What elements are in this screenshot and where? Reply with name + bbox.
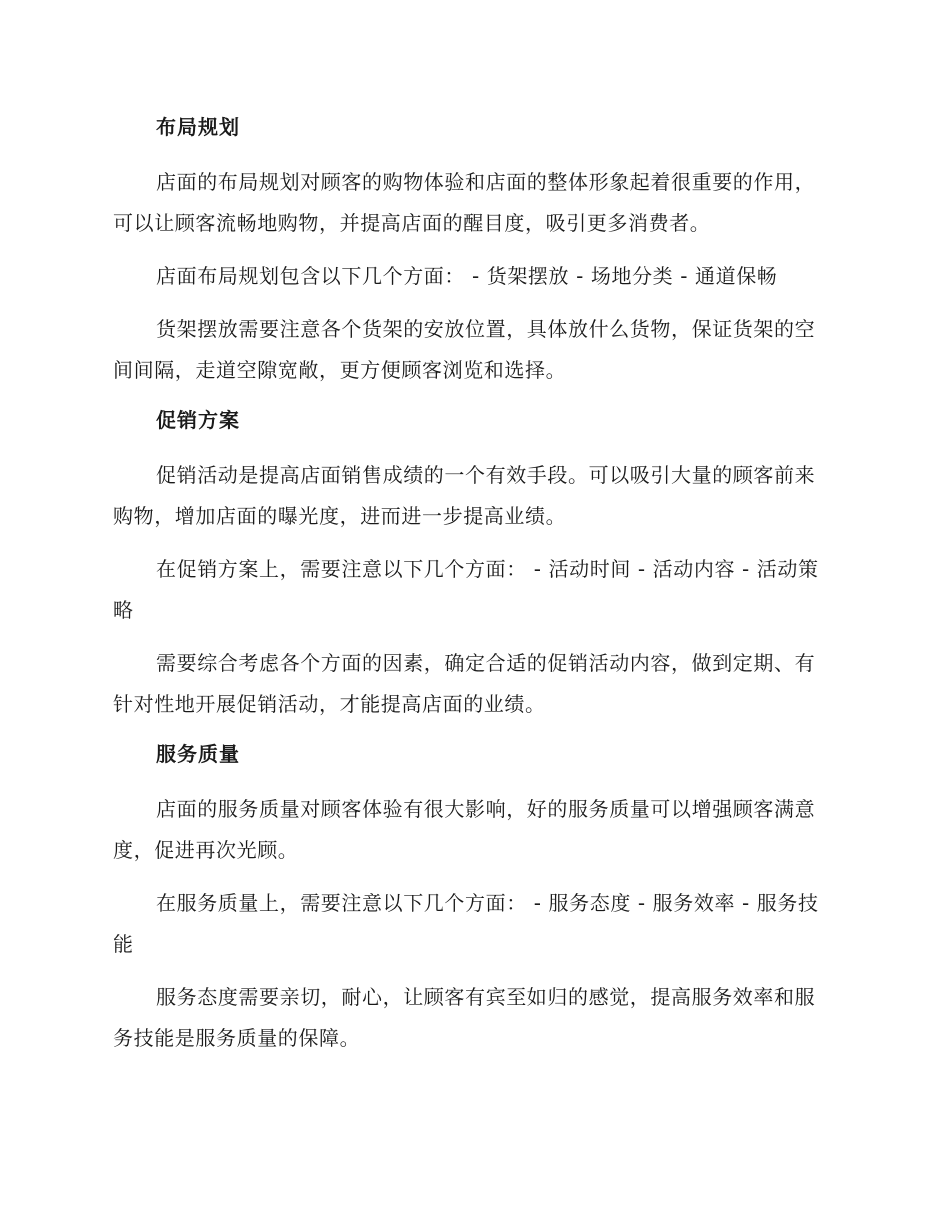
document-page [113, 110, 833, 1071]
paragraph: 店面的布局规划对顾客的购物体验和店面的整体形象起着很重要的作用，可以让顾客流畅地购物，并提高店面的醒目度，吸引更多消费者。 [113, 170, 816, 235]
paragraph: 服务态度需要亲切，耐心，让顾客有宾至如归的感觉，提高服务效率和服务技能是服务质量的保障。 [113, 985, 816, 1050]
section-service-quality [113, 737, 833, 1059]
section-heading: 服务质量 [156, 742, 240, 766]
paragraph: 在服务质量上，需要注意以下几个方面： - 服务态度 - 服务效率 - 服务技能 [113, 891, 819, 956]
paragraph: 店面的服务质量对顾客体验有很大影响，好的服务质量可以增强顾客满意度，促进再次光顾。 [113, 797, 816, 862]
paragraph: 在促销方案上，需要注意以下几个方面： - 活动时间 - 活动内容 - 活动策略 [113, 557, 819, 622]
section-heading: 布局规划 [156, 115, 240, 139]
paragraph: 促销活动是提高店面销售成绩的一个有效手段。可以吸引大量的顾客前来购物，增加店面的曝光度，进而进一步提高业绩。 [113, 463, 816, 528]
section-layout-planning [113, 110, 833, 391]
paragraph: 需要综合考虑各个方面的因素，确定合适的促销活动内容，做到定期、有针对性地开展促销活动，才能提高店面的业绩。 [113, 651, 816, 716]
section-heading: 促销方案 [156, 408, 240, 432]
paragraph: 店面布局规划包含以下几个方面： - 货架摆放 - 场地分类 - 通道保畅 [156, 264, 778, 288]
section-promotion-plan [113, 403, 833, 725]
paragraph: 货架摆放需要注意各个货架的安放位置，具体放什么货物，保证货架的空间间隔，走道空隙宽敞，更方便顾客浏览和选择。 [113, 317, 816, 382]
